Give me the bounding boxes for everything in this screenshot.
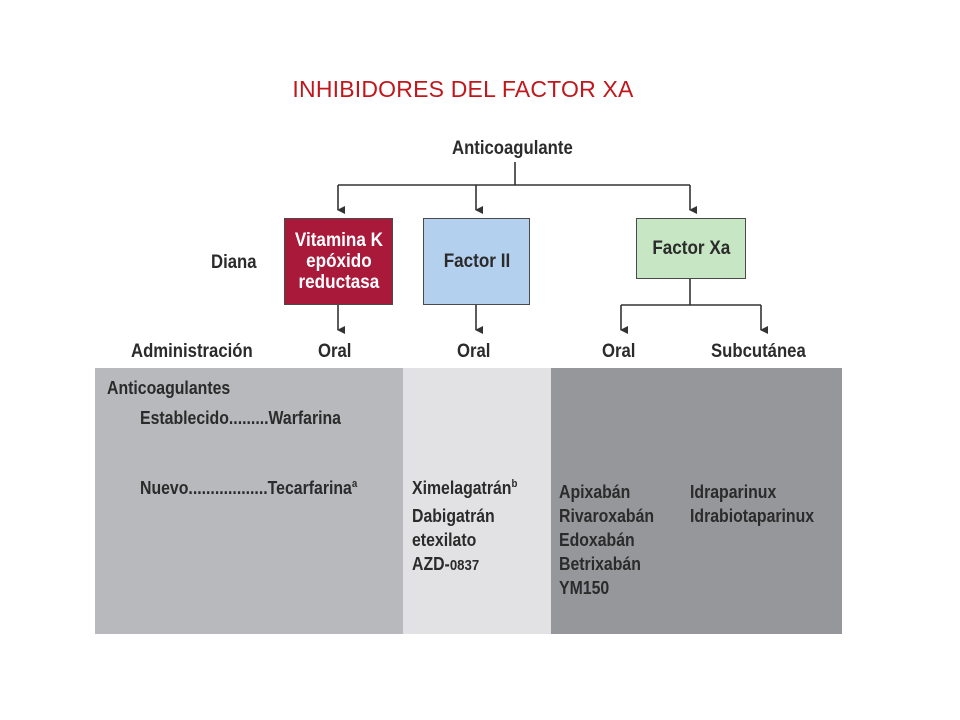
xa-oral-drug: YM150 bbox=[559, 578, 610, 598]
route-label-fxa-oral: Oral bbox=[602, 341, 636, 362]
vitk-line3: reductasa bbox=[298, 272, 379, 293]
drug-dabigatran-line1: Dabigatrán bbox=[412, 506, 495, 526]
target-box-vitamin-k bbox=[284, 218, 393, 305]
established-drug: Warfarina bbox=[268, 408, 341, 428]
target-box-factor-ii bbox=[423, 218, 530, 305]
xa-subcut-drug: Idraparinux bbox=[690, 482, 777, 502]
drug-dabigatran-line2: etexilato bbox=[412, 530, 477, 550]
slide-title: INHIBIDORES DEL FACTOR XA bbox=[292, 76, 634, 102]
xa-oral-drug: Apixabán bbox=[559, 482, 631, 502]
drug-ximelagatran-name: Ximelagatrán bbox=[412, 478, 512, 498]
drug-azd-prefix: AZD- bbox=[412, 554, 450, 574]
panel-heading: Anticoagulantes bbox=[107, 378, 231, 398]
xa-oral-drug: Betrixabán bbox=[559, 554, 641, 574]
new-label: Nuevo bbox=[140, 478, 189, 498]
vitk-line2: epóxido bbox=[305, 251, 372, 272]
new-row bbox=[140, 476, 357, 500]
factor-xa-label: Factor Xa bbox=[652, 238, 730, 259]
new-drug: Tecarfarina bbox=[267, 478, 352, 498]
established-dots: ......... bbox=[228, 408, 269, 428]
established-row bbox=[140, 406, 341, 430]
route-label-fxa-subcut: Subcutánea bbox=[711, 341, 806, 362]
xa-subcut-drug: Idrabiotaparinux bbox=[690, 506, 815, 526]
root-label: Anticoagulante bbox=[452, 138, 573, 159]
target-box-factor-xa bbox=[636, 218, 746, 279]
drug-azd-number: 0837 bbox=[449, 557, 480, 574]
route-row-label: Administración bbox=[131, 341, 253, 362]
new-drug-footnote: a bbox=[351, 478, 358, 490]
route-label-fii: Oral bbox=[457, 341, 491, 362]
drug-ximelagatran bbox=[412, 476, 517, 500]
panel-vitamin-k-drugs bbox=[95, 368, 403, 634]
panel-factor-ii-drugs bbox=[403, 368, 551, 634]
route-label-vitk: Oral bbox=[318, 341, 352, 362]
xa-oral-drug: Edoxabán bbox=[559, 530, 635, 550]
factor-ii-label: Factor II bbox=[443, 251, 510, 272]
drug-ximelagatran-footnote: b bbox=[511, 478, 518, 490]
drug-azd bbox=[412, 552, 479, 578]
target-row-label: Diana bbox=[211, 252, 257, 273]
xa-oral-drug: Rivaroxabán bbox=[559, 506, 655, 526]
panel-factor-xa-drugs bbox=[551, 368, 842, 634]
established-label: Establecido bbox=[140, 408, 229, 428]
new-dots: .................. bbox=[188, 478, 268, 498]
vitk-line1: Vitamina K bbox=[294, 230, 383, 251]
